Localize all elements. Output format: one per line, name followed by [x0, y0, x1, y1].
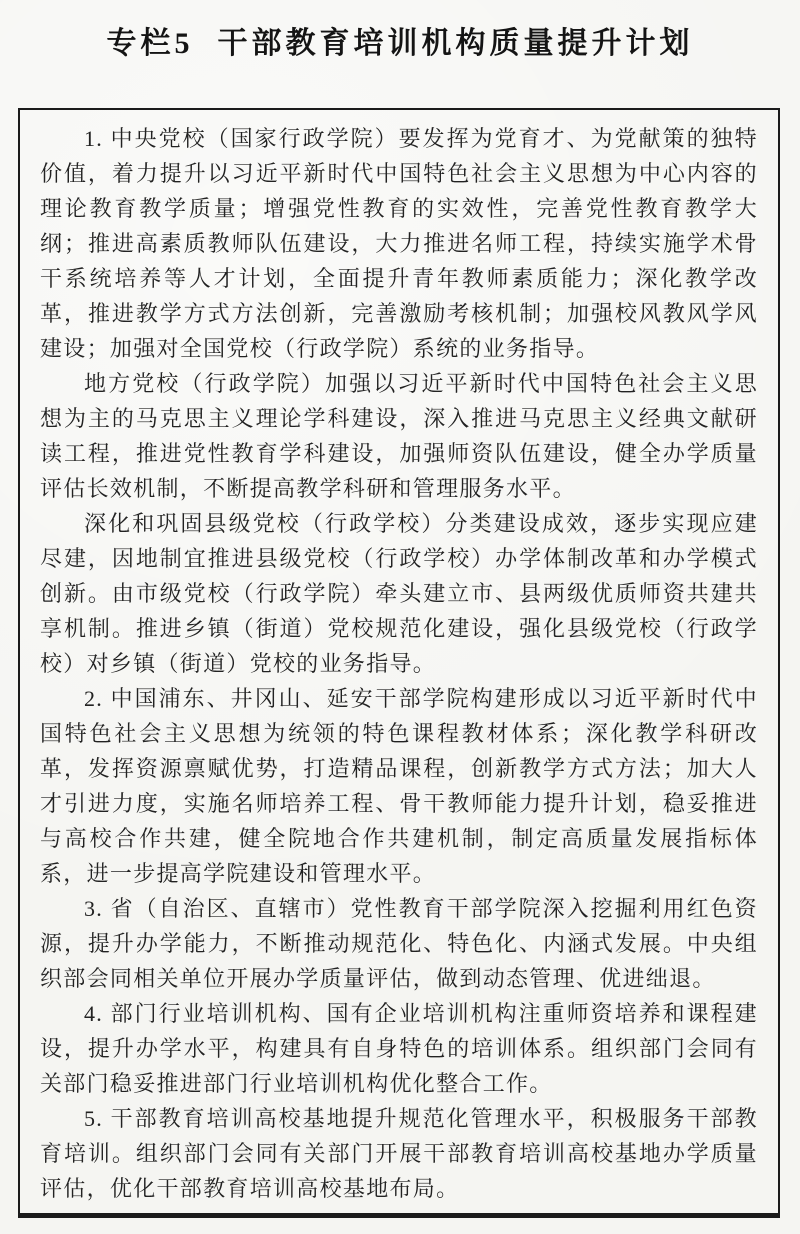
- paragraph-university-training-bases: 5. 干部教育培训高校基地提升规范化管理水平，积极服务干部教育培训。组织部门会同有关部门开展干部教育培训高校基地办学质量评估，优化干部教育培训高校基地布局。: [40, 1106, 758, 1201]
- paragraph-industry-training-institutions: 4. 部门行业培训机构、国有企业培训机构注重师资培养和课程建设，提升办学水平，构建具有自身特色的培训体系。组织部门会同有关部门稳妥推进部门行业培训机构优化整合工作。: [40, 1001, 758, 1096]
- paragraph-county-party-schools: 深化和巩固县级党校（行政学校）分类建设成效，逐步实现应建尽建，因地制宜推进县级党校（行政学校）办学体制改革和办学模式创新。由市级党校（行政学院）牵头建立市、县两级优质师资共建共享机制。推进乡镇（街道）党校规范化建设，强化县级党校（行政学校）对乡镇（街道）党校的业务指导。: [40, 511, 758, 676]
- paragraph-cadre-academies: 2. 中国浦东、井冈山、延安干部学院构建形成以习近平新时代中国特色社会主义思想为统领的特色课程教材体系；深化教学科研改革，发挥资源禀赋优势，打造精品课程，创新教学方式方法；加大人才引进力度，实施名师培养工程、骨干教师能力提升计划，稳妥推进与高校合作共建，健全院地合作共建机制，制定高质量发展指标体系，进一步提高学院建设和管理水平。: [40, 686, 758, 886]
- paragraph-local-party-schools: 地方党校（行政学院）加强以习近平新时代中国特色社会主义思想为主的马克思主义理论学科建设，深入推进马克思主义经典文献研读工程，推进党性教育学科建设，加强师资队伍建设，健全办学质量评估长效机制，不断提高教学科研和管理服务水平。: [40, 371, 758, 501]
- page-title: [0, 0, 800, 62]
- paragraph-central-party-school: 1. 中央党校（国家行政学院）要发挥为党育才、为党献策的独特价值，着力提升以习近平新时代中国特色社会主义思想为中心内容的理论教育教学质量；增强党性教育的实效性，完善党性教育教学大纲；推进高素质教师队伍建设，大力推进名师工程，持续实施学术骨干系统培养等人才计划，全面提升青年教师素质能力；深化教学改革，推进教学方式方法创新，完善激励考核机制；加强校风教风学风建设；加强对全国党校（行政学院）系统的业务指导。: [40, 126, 758, 361]
- page-title-text: 干部教育培训机构质量提升计划: [217, 27, 694, 60]
- column-number-label: 专栏5: [106, 27, 194, 60]
- paragraph-provincial-academies: 3. 省（自治区、直辖市）党性教育干部学院深入挖掘利用红色资源，提升办学能力，不断推动规范化、特色化、内涵式发展。中央组织部会同相关单位开展办学质量评估，做到动态管理、优进绌退。: [40, 896, 758, 991]
- content-box: [18, 108, 780, 1218]
